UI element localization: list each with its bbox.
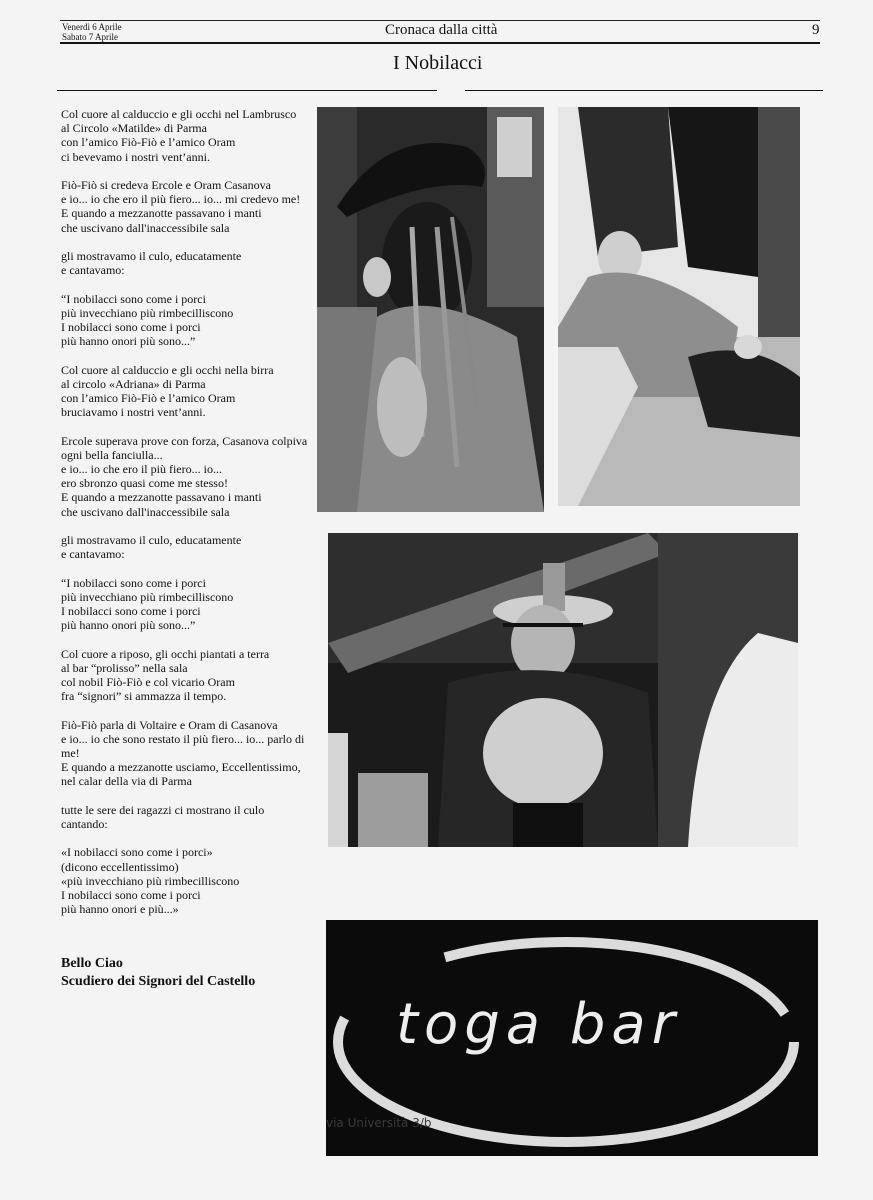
poem-stanza: Ercole superava prove con forza, Casanova colpiva ogni bella fanciulla... e io... io che ero il più fiero... io... ero sbronzo quasi come me stesso! E quando a mezzanotte passavano i manti che uscivano dall'inaccessibile sala [61,433,308,519]
poem-stanza: “I nobilacci sono come i porci più invecchiano più rimbecilliscono I nobilacci sono come i porci più hanno onori più sono...” [61,291,234,349]
logo-wordmark: toga bar [396,992,681,1057]
photo-party-floor [558,107,800,506]
article-title: I Nobilacci [393,52,483,74]
title-rule-right [465,90,823,91]
issue-date [62,22,121,42]
poem-stanza: tutte le sere dei ragazzi ci mostrano il culo cantando: [61,802,265,831]
photo-bar-costume [328,533,798,847]
poem-stanza: Col cuore al calduccio e gli occhi nel Lambrusco al Circolo «Matilde» di Parma con l’amico Fiò-Fiò e l’amico Oram ci bevevamo i nostri vent’anni. [61,107,297,164]
issue-date-line-1: Venerdì 6 Aprile [62,22,122,32]
poem-stanza: “I nobilacci sono come i porci più invecchiano più rimbecilliscono I nobilacci sono come i porci più hanno onori più sono...” [61,575,234,633]
header-bottom-rule [60,42,820,44]
page-number: 9 [812,22,820,38]
author-name: Bello Ciao [61,956,123,971]
toga-bar-logo [326,920,818,1156]
photo-pirate-costume [317,107,544,512]
title-rule-left [57,90,437,91]
poem-stanza: gli mostravamo il culo, educatamente e cantavamo: [61,533,242,562]
issue-date-line-2: Sabato 7 Aprile [62,32,118,42]
poem-stanza: Fiò-Fiò parla di Voltaire e Oram di Casanova e io... io che sono restato il più fiero... io... parlo di me! E quando a mezzanotte usciamo, Eccellentissimo, nel calar della via di Parma [61,717,305,789]
poem-stanza: Col cuore al calduccio e gli occhi nella birra al circolo «Adriana» di Parma con l’amico Fiò-Fiò e l’amico Oram bruciavamo i nostri vent’anni. [61,362,274,420]
poem-stanza: «I nobilacci sono come i porci» (dicono eccellentissimo) «più invecchiano più rimbecilliscono I nobilacci sono come i porci più hanno onori e più...» [61,845,240,917]
author-signature [61,955,321,991]
poem-stanza: Col cuore a riposo, gli occhi piantati a terra al bar “prolisso” nella sala col nobil Fiò-Fiò e col vicario Oram fra “signori” si ammazza il tempo. [61,646,270,704]
header-top-rule [60,20,820,21]
poem-text [61,107,313,931]
author-title: Scudiero dei Signori del Castello [61,974,256,989]
poem-stanza: Fiò-Fiò si credeva Ercole e Oram Casanova e io... io che ero il più fiero... io... mi credevo me! E quando a mezzanotte passavano i manti che uscivano dall'inaccessibile sala [61,178,301,235]
poem-stanza: gli mostravamo il culo, educatamente e cantavamo: [61,249,242,278]
section-name: Cronaca dalla città [385,22,498,38]
logo-address: via Università 3/b [326,1116,432,1130]
